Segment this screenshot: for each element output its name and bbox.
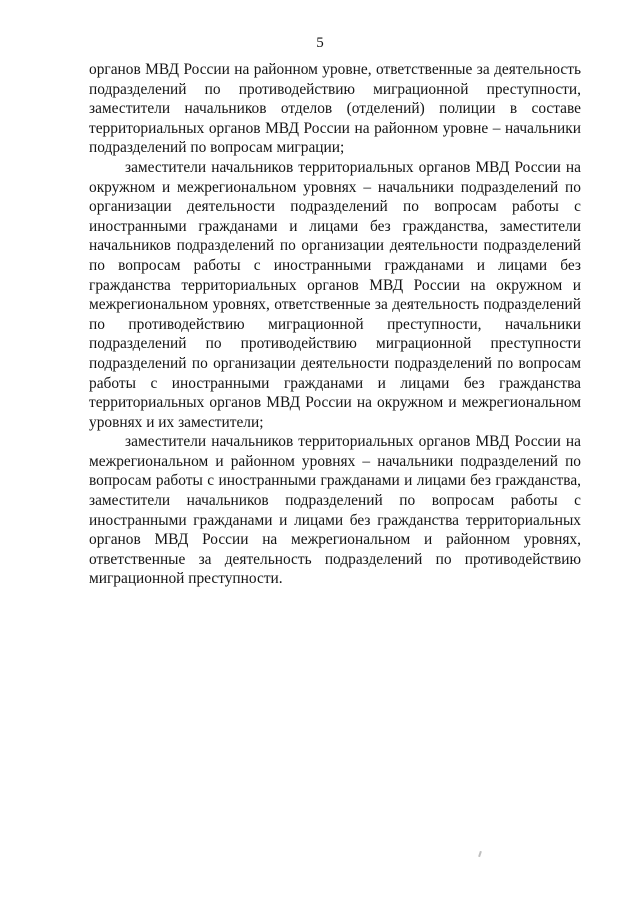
page-number: 5 xyxy=(316,35,324,51)
document-body xyxy=(89,60,581,589)
paragraph-1: органов МВД России на районном уровне, ответственные за деятельность подразделений по противодействию миграционной преступности, заместители начальников отделов (отделений) полиции в составе территориальных органов МВД России на районном уровне – начальники подразделений по вопросам миграции; xyxy=(89,61,581,157)
scan-speck xyxy=(478,851,482,857)
paragraph-2: заместители начальников территориальных органов МВД России на окружном и межрегиональном уровнях – начальники подразделений по организации деятельности подразделений по вопросам работы с иностранными гражданами и лицами без гражданства, заместители начальников подразделений по организации деятельности подразделений по вопросам работы с иностранными гражданами и лицами без гражданства территориальных органов МВД России на окружном и межрегиональном уровнях, ответственные за деятельность подразделений по противодействию миграционной преступности, начальники подразделений по противодействию миграционной преступности подразделений по организации деятельности подразделений по вопросам работы с иностранными гражданами и лицами без гражданства территориальных органов МВД России на окружном и межрегиональном уровнях и их заместители; xyxy=(89,158,581,431)
paragraph-3: заместители начальников территориальных органов МВД России на межрегиональном и районном уровнях – начальники подразделений по вопросам работы с иностранными гражданами и лицами без гражданства, заместители начальников подразделений по вопросам работы с иностранными гражданами и лицами без гражданства территориальных органов МВД России на межрегиональном и районном уровнях, ответственные за деятельность подразделений по противодействию миграционной преступности. xyxy=(89,433,581,588)
